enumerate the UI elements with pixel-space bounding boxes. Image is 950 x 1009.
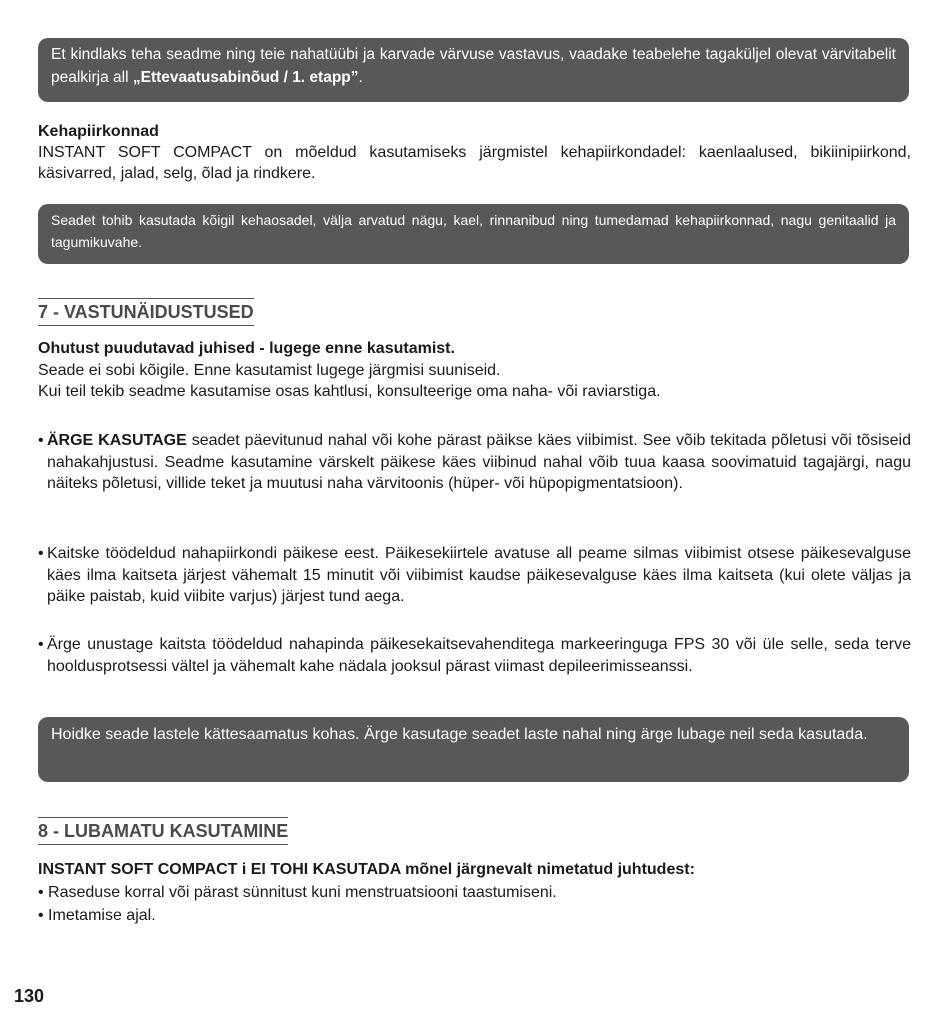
note-text-main: Et kindlaks teha seadme ning teie nahatüübi ja karvade värvuse vastavus, vaadake teabelehe tagaküljel olevat värvitabelit pealkirja all [51, 46, 896, 86]
bullet-lead: ÄRGE KASUTAGE [47, 432, 187, 449]
note-box-color-chart [38, 38, 909, 102]
note-end: . [358, 69, 363, 86]
bullet-text [47, 430, 911, 495]
contraindication-bullet-1 [38, 430, 911, 495]
body-areas-text: INSTANT SOFT COMPACT on mõeldud kasutamiseks järgmistel kehapiirkondadel: kaenlaalused, bikiinipiirkond, käsivarred, jalad, selg, õlad ja rindkere. [38, 144, 911, 182]
body-areas-heading: Kehapiirkonnad [38, 123, 159, 140]
section-8-content [38, 858, 911, 927]
note-box-children-warning [38, 717, 909, 782]
heading-rule-top [38, 817, 288, 818]
list-item: • Raseduse korral või pärast sünnitust kuni menstruatsiooni taastumiseni. [38, 884, 557, 901]
heading-rule-bottom [38, 844, 288, 845]
note-text: Hoidke seade lastele kättesaamatus kohas. Ärge kasutage seadet laste nahal ning ärge lubage neil seda kasutada. [51, 726, 868, 743]
bullet-dot: • [38, 545, 44, 562]
section-8-title: 8 - LUBAMATU KASUTAMINE [38, 821, 289, 841]
section-7-heading [38, 301, 254, 323]
section-7-intro [38, 338, 911, 403]
note-text: Seadet tohib kasutada kõigil kehaosadel, välja arvatud nägu, kael, rinnanibud ning tumedamad kehapiirkonnad, nagu genitaalid ja tagumikuvahe. [51, 212, 896, 250]
bullet-body: Kaitske töödeldud nahapiirkondi päikese eest. Päikesekiirtele avatuse all peame silmas viibimist otsese päikesevalguse käes ilma kaitseta järjest vähemalt 15 minutit või viibimist kaudse päikesevalguse käes ilma kaitseta (kui olete väljas ja päike paistab, kuid viibite varjus) järjest tund aega. [47, 545, 911, 605]
bullet-body: seadet päevitunud nahal või kohe pärast päikse käes viibimist. See võib tekitada põletusi või tõsiseid nahakahjustusi. Seadme kasutamine värskelt päikese käes viibinud nahal võib tuua kaasa soovimatuid tagajärgi, nagu näiteks põletusi, villide teket ja muutusi naha värvitoonis (hüper- või hüpopigmentatsioon). [47, 432, 912, 492]
heading-rule-top [38, 298, 254, 299]
bullet-dot: • [38, 636, 44, 653]
bullet-dot: • [38, 432, 44, 449]
heading-rule-bottom [38, 325, 254, 326]
page-number: 130 [14, 986, 45, 1006]
section-7-title: 7 - VASTUNÄIDUSTUSED [38, 302, 254, 322]
section-7-subheading: Ohutust puudutavad juhised - lugege enne kasutamist. [38, 340, 455, 357]
section-7-line1: Seade ei sobi kõigile. Enne kasutamist lugege järgmisi suuniseid. [38, 361, 501, 379]
note-box-restricted-areas [38, 204, 909, 264]
contraindication-bullet-3 [38, 634, 911, 677]
note-text [51, 43, 896, 89]
section-8-subheading: INSTANT SOFT COMPACT i EI TOHI KASUTADA mõnel järgnevalt nimetatud juhtudest: [38, 861, 695, 878]
contraindication-bullet-2 [38, 543, 911, 608]
note-emphasis: „Ettevaatusabinõud / 1. etapp” [132, 69, 359, 86]
bullet-text [47, 634, 911, 677]
list-item: • Imetamise ajal. [38, 907, 156, 924]
body-areas-block [38, 121, 911, 184]
bullet-text [47, 543, 911, 608]
bullet-body: Ärge unustage kaitsta töödeldud nahapinda päikesekaitsevahenditega markeeringuga FPS 30 või üle selle, seda terve hooldusprotsessi vältel ja vähemalt kahe nädala jooksul pärast viimast depileerimisseanssi. [47, 636, 911, 675]
section-7-line2: Kui teil tekib seadme kasutamise osas kahtlusi, konsulteerige oma naha- või raviarstiga. [38, 383, 661, 400]
section-8-heading [38, 820, 288, 842]
